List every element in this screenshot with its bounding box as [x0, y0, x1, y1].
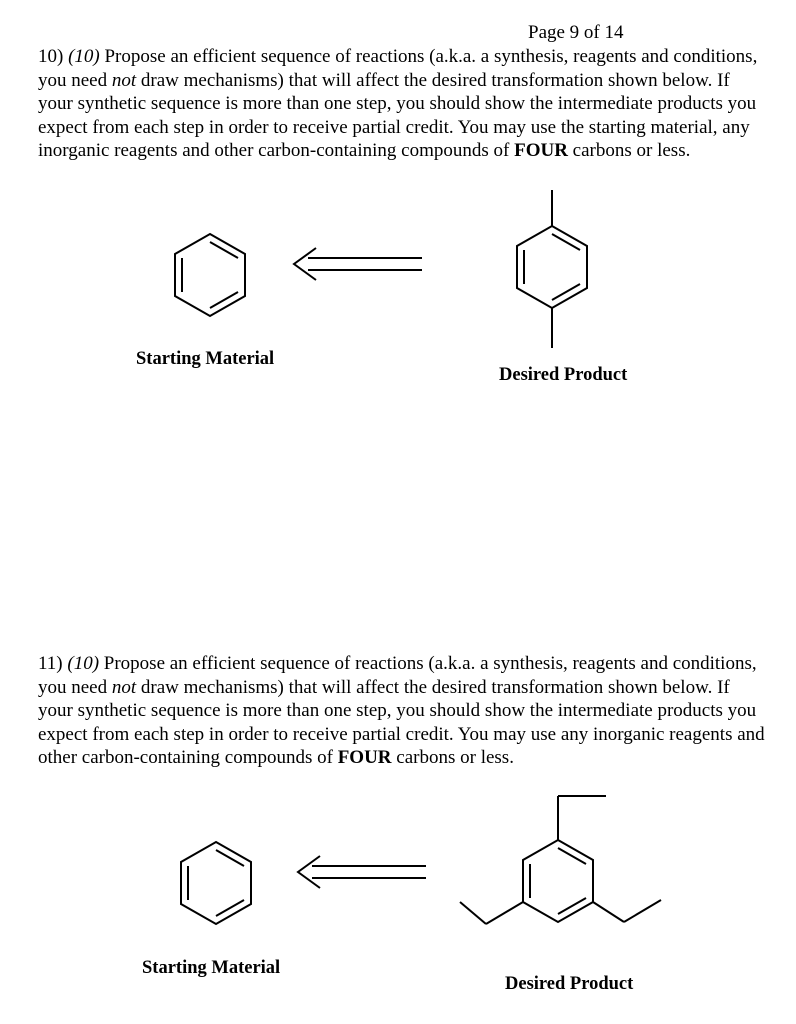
desired-product-label: Desired Product	[505, 974, 634, 994]
bold-word: FOUR	[337, 747, 392, 768]
question-10-text	[38, 45, 768, 163]
double-bond	[558, 848, 586, 864]
double-bond	[216, 900, 244, 916]
double-bond	[552, 234, 580, 250]
ethyl-bond	[593, 902, 624, 922]
benzene-structure-q11	[176, 840, 256, 930]
question-text-part: Propose an efficient sequence of reactions (a.k.a. a synthesis, reagents and conditions, you need	[38, 46, 758, 91]
question-11-text	[38, 652, 768, 770]
question-text-part: Propose an efficient sequence of reactions (a.k.a. a synthesis, reagents and conditions, you need	[38, 653, 757, 698]
double-bond	[558, 898, 586, 914]
double-bond	[216, 850, 244, 866]
question-points: (10)	[68, 46, 100, 67]
double-bond	[552, 284, 580, 300]
benzene-ring	[175, 234, 245, 316]
double-bond	[210, 242, 238, 258]
double-bond	[210, 292, 238, 308]
starting-material-label: Starting Material	[136, 349, 275, 369]
benzene-ring	[181, 842, 251, 924]
question-text-part: carbons or less.	[572, 140, 691, 161]
retrosynthesis-arrow-q10	[288, 244, 428, 284]
ethyl-bond	[460, 902, 486, 924]
emphasis-word: not	[111, 69, 137, 91]
starting-material-label: Starting Material	[142, 958, 281, 978]
emphasis-word: not	[111, 676, 137, 698]
question-text-part: draw mechanisms) that will affect the desired transformation shown below. If your synthetic sequence is more than one step, you should show the intermediate products you expect from each step in order to receive partial credit. You may use the starting material, any inorganic reagents and other carbon-containing compounds of	[38, 69, 757, 161]
question-number: 11)	[38, 653, 63, 674]
desired-product-label: Desired Product	[499, 365, 628, 385]
question-text-part: carbons or less.	[396, 747, 514, 768]
question-text-part: draw mechanisms) that will affect the desired transformation shown below. If your synthetic sequence is more than one step, you should show the intermediate products you expect from each step in order to receive partial credit. You may use any inorganic reagents and other carbon-containing compounds of	[38, 676, 765, 768]
benzene-ring	[523, 840, 593, 922]
benzene-structure-q10	[170, 232, 250, 322]
p-xylene-structure	[512, 186, 592, 356]
page-number: Page 9 of 14	[528, 22, 624, 43]
question-number: 10)	[38, 46, 64, 67]
ethyl-bond	[624, 900, 661, 922]
bold-word: FOUR	[514, 140, 568, 161]
question-points: (10)	[67, 653, 100, 674]
triethylbenzene-structure	[456, 790, 666, 930]
ethyl-bond	[486, 902, 523, 924]
benzene-ring	[517, 226, 587, 308]
retrosynthesis-arrow-q11	[292, 852, 432, 892]
